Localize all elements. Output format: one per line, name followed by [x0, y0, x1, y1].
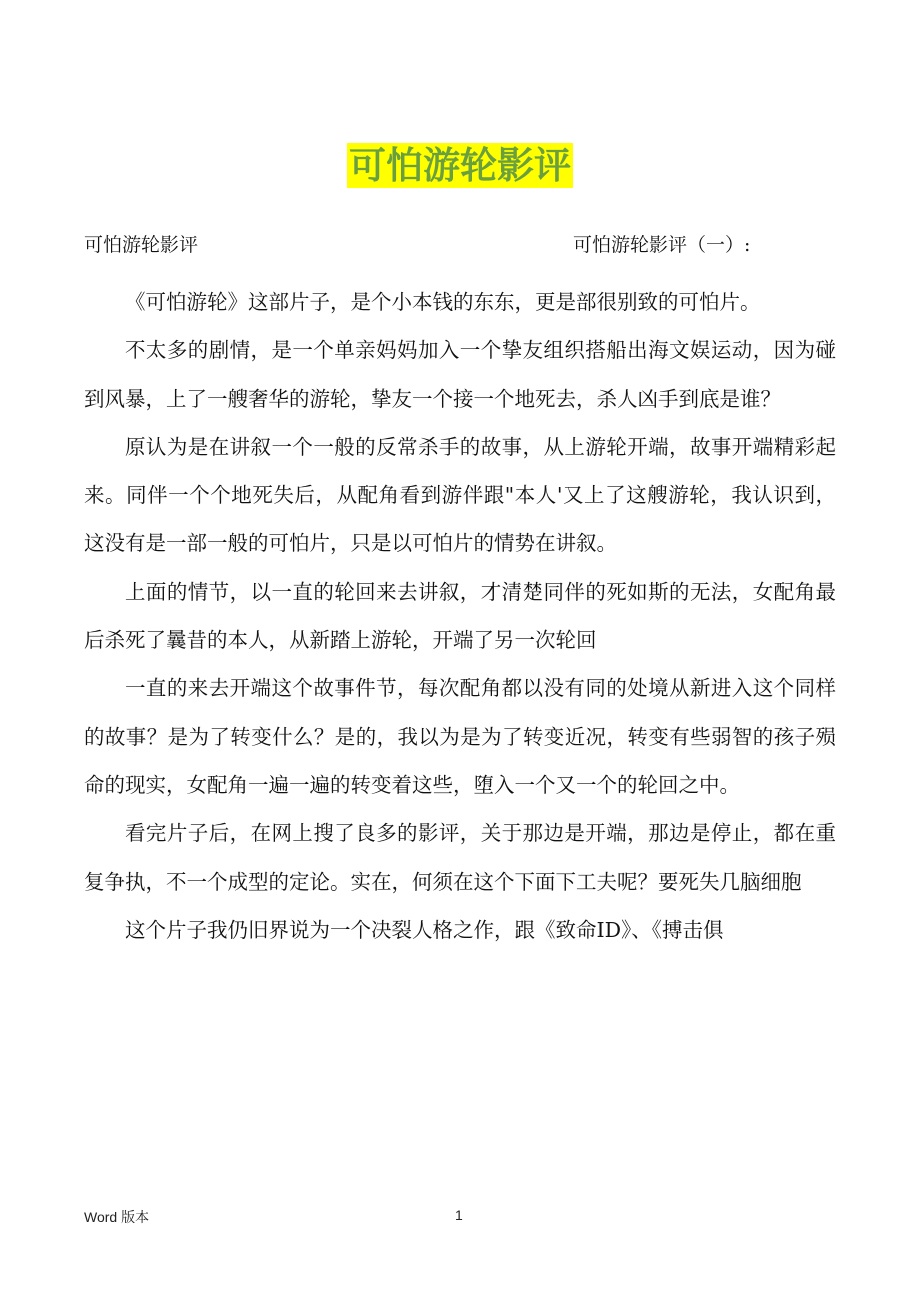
paragraph: 上面的情节，以一直的轮回来去讲叙，才清楚同伴的死如斯的无法，女配角最后杀死了曩昔的本人，从新踏上游轮，开端了另一次轮回 [84, 579, 836, 653]
subheading-left: 可怕游轮影评 [84, 234, 199, 256]
paragraph: 《可怕游轮》这部片子，是个小本钱的东东，更是部很别致的可怕片。 [125, 290, 761, 314]
document-title: 可怕游轮影评 [349, 144, 571, 187]
footer-label: Word 版本 [84, 1209, 150, 1225]
paragraph: 看完片子后，在网上搜了良多的影评，关于那边是开端，那边是停止，都在重复争执，不一个成型的定论。实在，何须在这个下面下工夫呢？要死失几脑细胞 [84, 821, 836, 894]
subheading-right: 可怕游轮影评（一）: [573, 234, 751, 256]
paragraph: 一直的来去开端这个故事件节，每次配角都以没有同的处境从新进入这个同样的故事？是为了转变什么？是的，我以为是为了转变近况，转变有些弱智的孩子殒命的现实，女配角一遍一遍的转变着这些，堕入一个又一个的轮回之中。 [84, 676, 836, 797]
title-container [0, 143, 920, 188]
document-body [84, 278, 836, 954]
paragraph: 不太多的剧情，是一个单亲妈妈加入一个挚友组织搭船出海文娱运动，因为碰到风暴，上了一艘奢华的游轮，挚友一个接一个地死去，杀人凶手到底是谁？ [84, 338, 836, 411]
page-number: 1 [455, 1207, 463, 1223]
paragraph: 这个片子我仍旧界说为一个决裂人格之作，跟《致命ID》、《搏击俱 [125, 917, 724, 942]
paragraph: 原认为是在讲叙一个一般的反常杀手的故事，从上游轮开端，故事开端精彩起来。同伴一个个地死失后，从配角看到游伴跟"本人'又上了这艘游轮，我认识到，这没有是一部一般的可怕片，只是以可怕片的情势在讲叙。 [84, 434, 836, 556]
